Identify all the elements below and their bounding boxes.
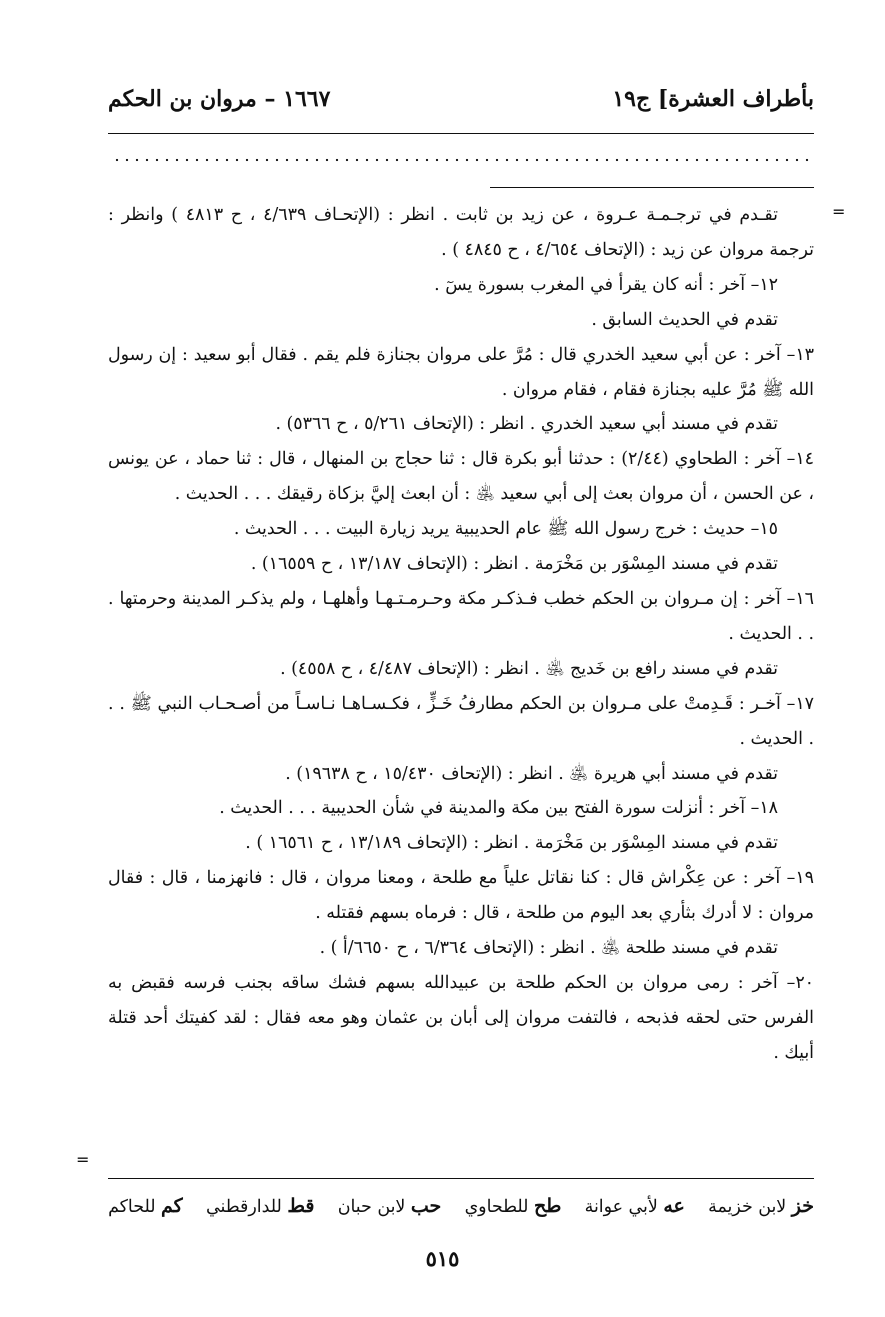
paragraph: تقـدم في ترجـمـة عـروة ، عن زيد بن ثابت . انظر : (الإتحـاف ٤/٦٣٩ ، ح ٤٨١٣ ) وانظر : ترجمة مروان عن زيد : (الإتحاف ٤/٦٥٤ ، ح ٤٨٤٥ ) . <box>108 205 814 260</box>
header-rule <box>108 133 814 134</box>
abbrev-item <box>585 1195 685 1217</box>
footer-rule <box>108 1178 814 1179</box>
paragraph: تقدم في الحديث السابق . <box>591 309 778 330</box>
abbrev-code: قط <box>287 1195 315 1217</box>
paragraph: تقدم في مسند المِسْوَر بن مَخْرَمة . انظر : (الإتحاف ١٣/١٨٧ ، ح ١٦٥٥٩) . <box>250 554 778 575</box>
paragraph: تقدم في مسند طلحة ﵁ . انظر : (الإتحاف ٦/٣٦٤ ، ح ٦٦٥٠/أ ) . <box>319 938 778 959</box>
abbrev-code: حب <box>410 1195 442 1217</box>
abbrev-code: طح <box>533 1195 562 1217</box>
paragraph: ١٣– آخر : عن أبي سعيد الخدري قال : مُرَّ على مروان بجنازة فلم يقم . فقال أبو سعيد : إن رسول الله ﷺ مُرَّ عليه بجنازة فقام ، فقام مروان . <box>108 344 814 400</box>
abbrev-label: للطحاوي <box>464 1197 529 1217</box>
running-header <box>108 86 814 126</box>
abbrev-label: لابن حبان <box>337 1197 406 1217</box>
header-entry-title: ١٦٦٧ – مروان بن الحكم <box>108 86 331 112</box>
header-book-title: بأطراف العشرة] ج١٩ <box>612 86 814 112</box>
paragraph: ١٥– حديث : خرج رسول الله ﷺ عام الحديبية يريد زيارة البيت . . . الحديث . <box>233 519 778 540</box>
abbrev-code: خز <box>791 1195 814 1217</box>
paragraph: ١٢– آخر : أنه كان يقرأ في المغرب بسورة يسٓ . <box>434 274 778 295</box>
abbrev-label: لأبي عوانة <box>584 1197 658 1217</box>
abbrev-label: للحاكم <box>108 1197 156 1217</box>
paragraph: ١٩– آخر : عن عِكْراش قال : كنا نقاتل علياً مع طلحة ، ومعنا مروان ، قال : فانهزمنا ، قال : فقال مروان : لا أدرك بثأري بعد اليوم من طلحة ، قال : فرماه بسهم فقتله . <box>108 868 814 924</box>
abbrev-label: لابن خزيمة <box>708 1197 787 1217</box>
paragraph: تقدم في مسند المِسْوَر بن مَخْرَمة . انظر : (الإتحاف ١٣/١٨٩ ، ح ١٦٥٦١ ) . <box>245 833 778 854</box>
abbrev-item <box>338 1195 442 1217</box>
abbrev-item <box>465 1195 562 1217</box>
paragraph: ٢٠– آخر : رمى مروان بن الحكم طلحة بن عبيدالله بسهم فشك ساقه بجنب فرسه فقبض به الفرس حتى لحقه فذبحه ، فالتفت مروان إلى أبان بن عثمان وهو معه فقال : لقد كفيتك أحد قتلة أبيك . <box>108 972 814 1063</box>
paragraph: تقدم في مسند أبي هريرة ﵁ . انظر : (الإتحاف ١٥/٤٣٠ ، ح ١٩٦٣٨) . <box>285 763 778 784</box>
continuation-marker-bottom: = <box>76 1150 90 1169</box>
paragraph: ١٨– آخر : أنزلت سورة الفتح بين مكة والمدينة في شأن الحديبية . . . الحديث . <box>219 798 778 819</box>
abbrev-item <box>708 1195 814 1217</box>
dotted-separator <box>112 152 812 168</box>
abbrev-code: عه <box>663 1195 685 1217</box>
abbrev-label: للدارقطني <box>206 1197 282 1217</box>
paragraph: تقدم في مسند رافع بن خَديج ﵁ . انظر : (الإتحاف ٤/٤٨٧ ، ح ٤٥٥٨) . <box>280 658 778 679</box>
main-text <box>108 198 814 1071</box>
abbrev-item <box>206 1195 314 1217</box>
abbreviation-key <box>108 1188 814 1224</box>
paragraph: ١٤– آخر : الطحاوي (٢/٤٤) : حدثنا أبو بكرة قال : ثنا حجاج بن المنهال ، قال : ثنا حماد ، عن يونس ، عن الحسن ، أن مروان بعث إلى أبي سعيد ﵁ : أن ابعث إليَّ بزكاة رقيقك . . . الحديث . <box>108 449 814 505</box>
abbrev-item <box>108 1195 183 1217</box>
page-number: ٥١٥ <box>425 1246 460 1271</box>
paragraph: تقدم في مسند أبي سعيد الخدري . انظر : (الإتحاف ٥/٢٦١ ، ح ٥٣٦٦) . <box>275 414 778 435</box>
short-rule <box>490 187 814 188</box>
paragraph: ١٧– آخـر : قَـدِمتْ على مـروان بن الحكم مطارفُ خَـزٍّ ، فكـسـاهـا نـاسـاً من أصـحـاب النبي ﷺ . . . الحديث . <box>108 693 814 749</box>
abbrev-code: كم <box>161 1195 183 1217</box>
continuation-marker-top: = <box>832 202 846 221</box>
paragraph: ١٦– آخر : إن مـروان بن الحكم خطب فـذكـر مكة وحـرمـتـهـا وأهلهـا ، ولم يذكـر المدينة وحرمتها . . . الحديث . <box>108 588 814 644</box>
